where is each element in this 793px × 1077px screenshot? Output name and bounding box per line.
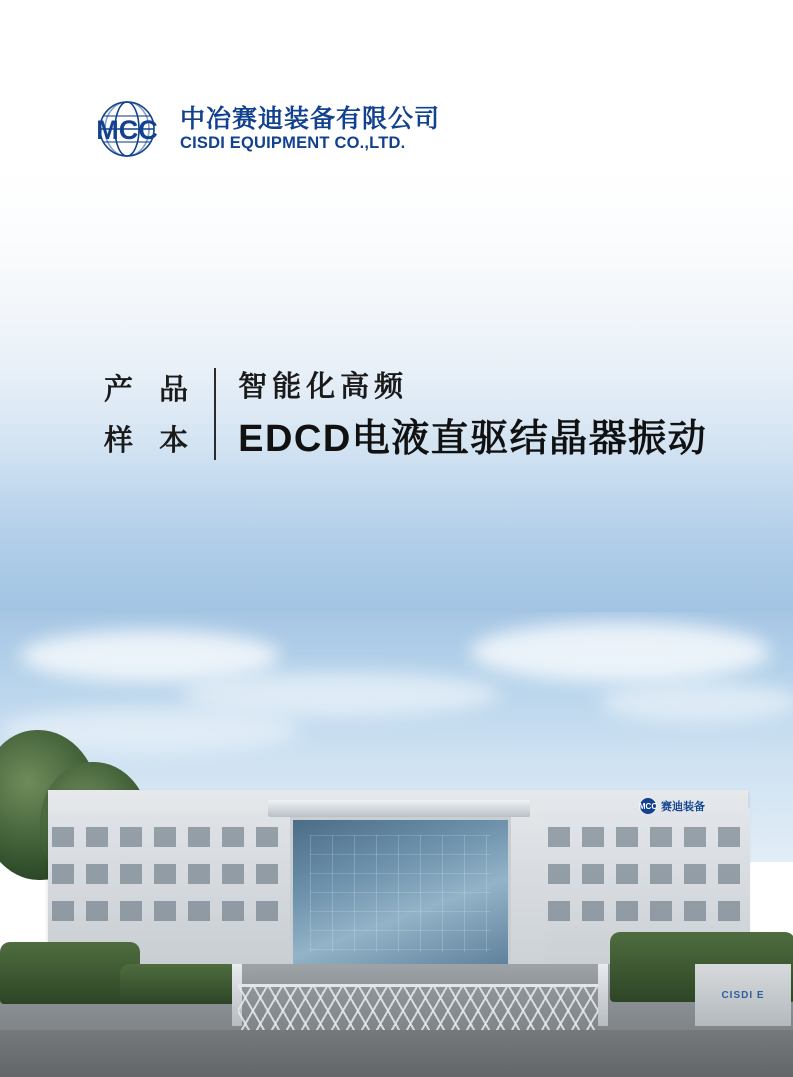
brochure-label-line-1: 产 品	[104, 372, 197, 406]
rooftop-sign-text: 赛迪装备	[661, 801, 705, 813]
road	[0, 1030, 793, 1077]
window-row	[548, 901, 746, 921]
window-row	[548, 864, 746, 884]
svg-text:MCC: MCC	[96, 115, 158, 145]
mcc-globe-icon	[88, 98, 166, 160]
company-logo	[88, 98, 440, 160]
brochure-label	[104, 364, 214, 466]
window-row	[52, 827, 292, 847]
cover-photo	[0, 612, 793, 1077]
page-title: EDCD电液直驱结晶器振动	[238, 417, 708, 460]
rooftop-mcc-icon: MCC	[640, 798, 656, 814]
entrance-sign-stone: CISDI E	[695, 964, 791, 1026]
title-text-group	[216, 364, 707, 466]
entrance-canopy	[268, 800, 530, 817]
window-row	[52, 864, 292, 884]
window-row	[52, 901, 292, 921]
brochure-label-line-2: 样 本	[104, 422, 197, 457]
cloud	[470, 622, 770, 682]
company-name-en: CISDI EQUIPMENT CO.,LTD.	[180, 133, 406, 152]
title-subtitle: 智能化高频	[238, 369, 409, 404]
window-row	[548, 827, 746, 847]
cloud	[600, 682, 793, 722]
hedge	[120, 964, 240, 1004]
cover-title-block	[104, 364, 707, 466]
cloud	[20, 630, 280, 682]
gate-post	[598, 964, 608, 1026]
logo-wordmark	[178, 106, 440, 153]
glass-curtain-wall	[290, 817, 511, 973]
rooftop-sign	[640, 798, 705, 814]
hedge	[0, 942, 140, 1004]
company-name-cn: 中冶赛迪装备有限公司	[180, 104, 441, 133]
